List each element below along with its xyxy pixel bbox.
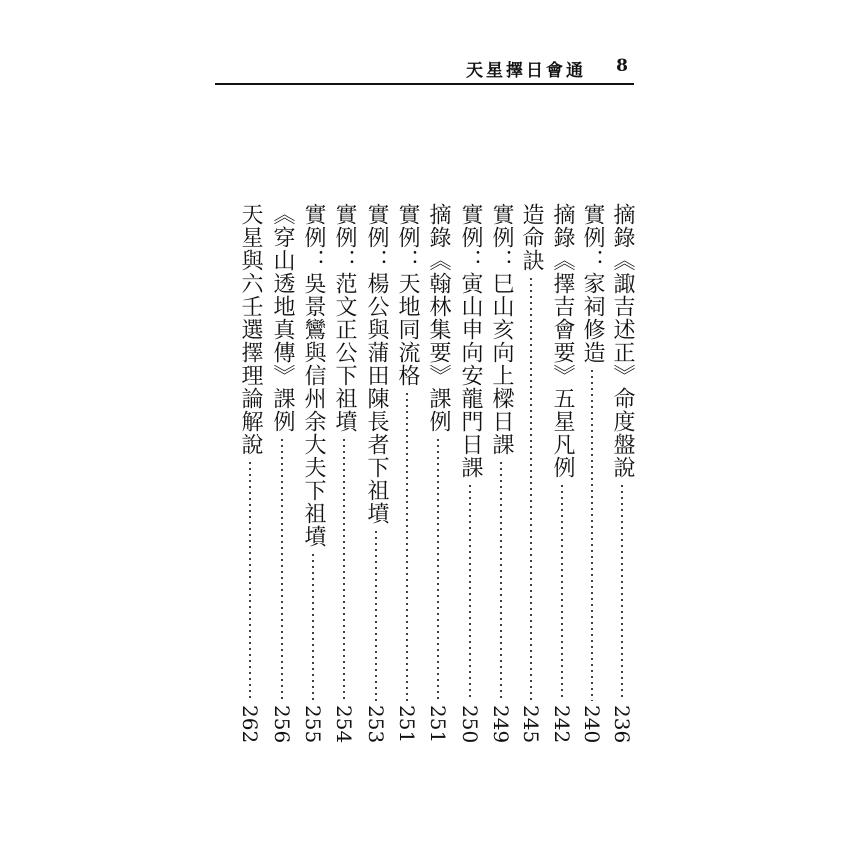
dot-leader (342, 437, 346, 701)
toc-entry-page: 251 (426, 704, 450, 743)
dot-leader (620, 483, 624, 701)
toc-entry (299, 203, 327, 743)
toc-entry-label: 實例：巳山亥向上樑日課 (489, 203, 514, 456)
dot-leader (436, 437, 440, 701)
dot-leader (560, 483, 564, 701)
page-number: 8 (616, 56, 628, 76)
toc-entry-label: 《穿山透地真傳》課例 (270, 203, 295, 433)
toc-entry (456, 203, 484, 743)
toc-entry-page: 242 (550, 704, 574, 743)
toc-entry-page: 249 (489, 704, 513, 743)
toc-entry-page: 256 (270, 704, 294, 743)
toc-entry (362, 203, 390, 743)
toc-entry (608, 203, 636, 743)
toc-entry-page: 251 (395, 704, 419, 743)
toc-entry-label: 摘錄《諏吉述正》命度盤說 (610, 203, 635, 479)
dot-leader (499, 460, 503, 701)
toc-entry-label: 實例：家祠修造 (580, 203, 605, 364)
toc-entry (268, 203, 296, 743)
toc-entry-page: 254 (332, 704, 356, 743)
toc-entry-label: 實例：吳景鸞與信州余大夫下祖墳 (301, 203, 326, 548)
dot-leader (374, 529, 378, 701)
dot-leader (280, 437, 284, 701)
toc-entry (487, 203, 515, 743)
toc-entry (548, 203, 576, 743)
toc-entry-label: 天星與六壬選擇理論解說 (238, 203, 263, 456)
toc-entry-label: 實例：楊公與蒲田陳長者下祖墳 (364, 203, 389, 525)
dot-leader (248, 460, 252, 701)
toc-entry-label: 實例：天地同流格 (395, 203, 420, 387)
toc-entry-page: 236 (610, 704, 634, 743)
toc-entry (393, 203, 421, 743)
toc-entry-page: 255 (301, 704, 325, 743)
toc-entry-page: 253 (364, 704, 388, 743)
toc-entry (578, 203, 606, 743)
toc-entry (236, 203, 264, 743)
toc-entry-page: 245 (519, 704, 543, 743)
toc-entry-label: 實例：范文正公下祖墳 (332, 203, 357, 433)
toc-entry (330, 203, 358, 743)
toc-entry-page: 250 (458, 704, 482, 743)
dot-leader (529, 276, 533, 701)
dot-leader (311, 552, 315, 701)
toc-entry (517, 203, 545, 743)
dot-leader (405, 391, 409, 701)
toc-entry (424, 203, 452, 743)
toc-entry-label: 實例：寅山申向安龍門日課 (458, 203, 483, 479)
book-title: 天星擇日會通 (466, 61, 586, 81)
toc-entry-page: 240 (580, 704, 604, 743)
toc-entry-label: 造命訣 (519, 203, 544, 272)
toc-entry-page: 262 (238, 704, 262, 743)
dot-leader (468, 483, 472, 701)
toc-entry-label: 摘錄《擇吉會要》五星凡例 (550, 203, 575, 479)
dot-leader (590, 368, 594, 701)
toc-entry-label: 摘錄《翰林集要》課例 (426, 203, 451, 433)
